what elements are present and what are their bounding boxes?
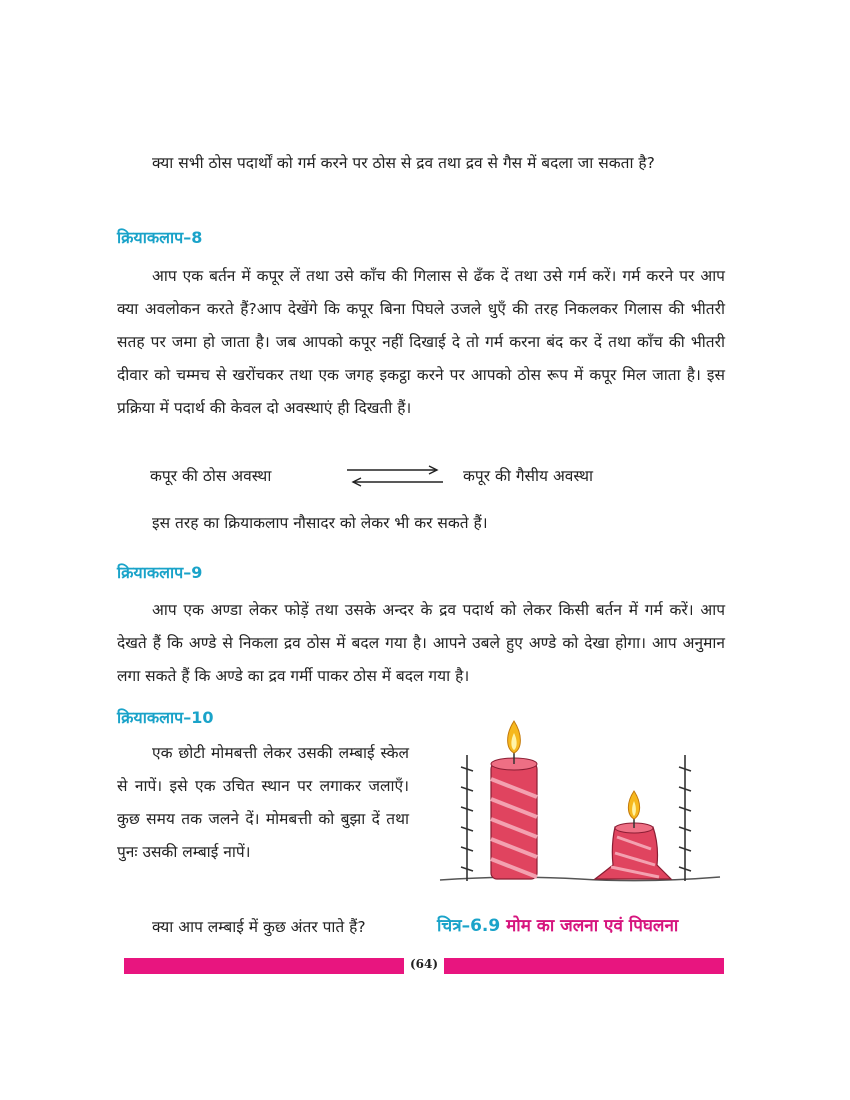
- figure-number: चित्र–6.9: [437, 916, 501, 936]
- camphor-equilibrium: [150, 460, 670, 492]
- activity-10-heading: क्रियाकलाप–10: [117, 708, 214, 727]
- activity-8-paragraph: आप एक बर्तन में कपूर लें तथा उसे काँच की गिलास से ढँक दें तथा उसे गर्म करें। गर्म करने पर आप क्या अवलोकन करते हैं?आप देखेंगे कि कपूर बिना पिघले उजले धुएँ की तरह निकलकर गिलास की भीतरी सतह पर जमा हो जाता है। जब आपको कपूर नहीं दिखाई दे तो गर्म करना बंद कर दें तथा काँच की भीतरी दीवार को चम्मच से खरोंचकर तथा एक जगह इकट्ठा करने पर आपको ठोस रूप में कपूर मिल जाता है। इस प्रक्रिया में पदार्थ की केवल दो अवस्थाएं ही दिखती हैं।: [117, 267, 725, 417]
- intro-question: क्या सभी ठोस पदार्थों को गर्म करने पर ठोस से द्रव तथा द्रव से गैस में बदला जा सकता है?: [152, 154, 655, 172]
- page-number: (64): [409, 957, 439, 971]
- activity-9-heading: क्रियाकलाप–9: [117, 563, 203, 582]
- left-post: [461, 755, 473, 881]
- footer-bar-right: [444, 958, 724, 974]
- activity-8-note: इस तरह का क्रियाकलाप नौसादर को लेकर भी कर सकते हैं।: [152, 514, 488, 532]
- tall-candle-icon: [491, 721, 537, 879]
- activity-8-heading: क्रियाकलाप–8: [117, 228, 203, 247]
- gaseous-state-label: कपूर की गैसीय अवस्था: [463, 467, 594, 485]
- activity-9-paragraph: आप एक अण्डा लेकर फोड़ें तथा उसके अन्दर के द्रव पदार्थ को लेकर किसी बर्तन में गर्म करें। आप देखते हैं कि अण्डे से निकला द्रव ठोस में बदल गया है। आपने उबले हुए अण्डे को देखा होगा। आप अनुमान लगा सकते हैं कि अण्डे का द्रव गर्मी पाकर ठोस में बदल गया है।: [117, 601, 725, 685]
- solid-state-label: कपूर की ठोस अवस्था: [150, 467, 272, 485]
- activity-10-question: क्या आप लम्बाई में कुछ अंतर पाते हैं?: [152, 918, 366, 936]
- figure-caption-text: मोम का जलना एवं पिघलना: [506, 916, 679, 936]
- footer-bar-left: [124, 958, 404, 974]
- figure-caption: [437, 913, 678, 936]
- right-post: [679, 755, 691, 881]
- candle-figure: [435, 715, 725, 895]
- melted-candle-icon: [595, 791, 671, 879]
- reversible-arrow-icon: [345, 460, 445, 492]
- activity-10-paragraph: एक छोटी मोमबत्ती लेकर उसकी लम्बाई स्केल से नापें। इसे एक उचित स्थान पर लगाकर जलाएँ। कुछ समय तक जलने दें। मोमबत्ती को बुझा दें तथा पुनः उसकी लम्बाई नापें।: [117, 744, 409, 861]
- page-footer: [124, 958, 724, 974]
- candle-illustration: [435, 715, 725, 895]
